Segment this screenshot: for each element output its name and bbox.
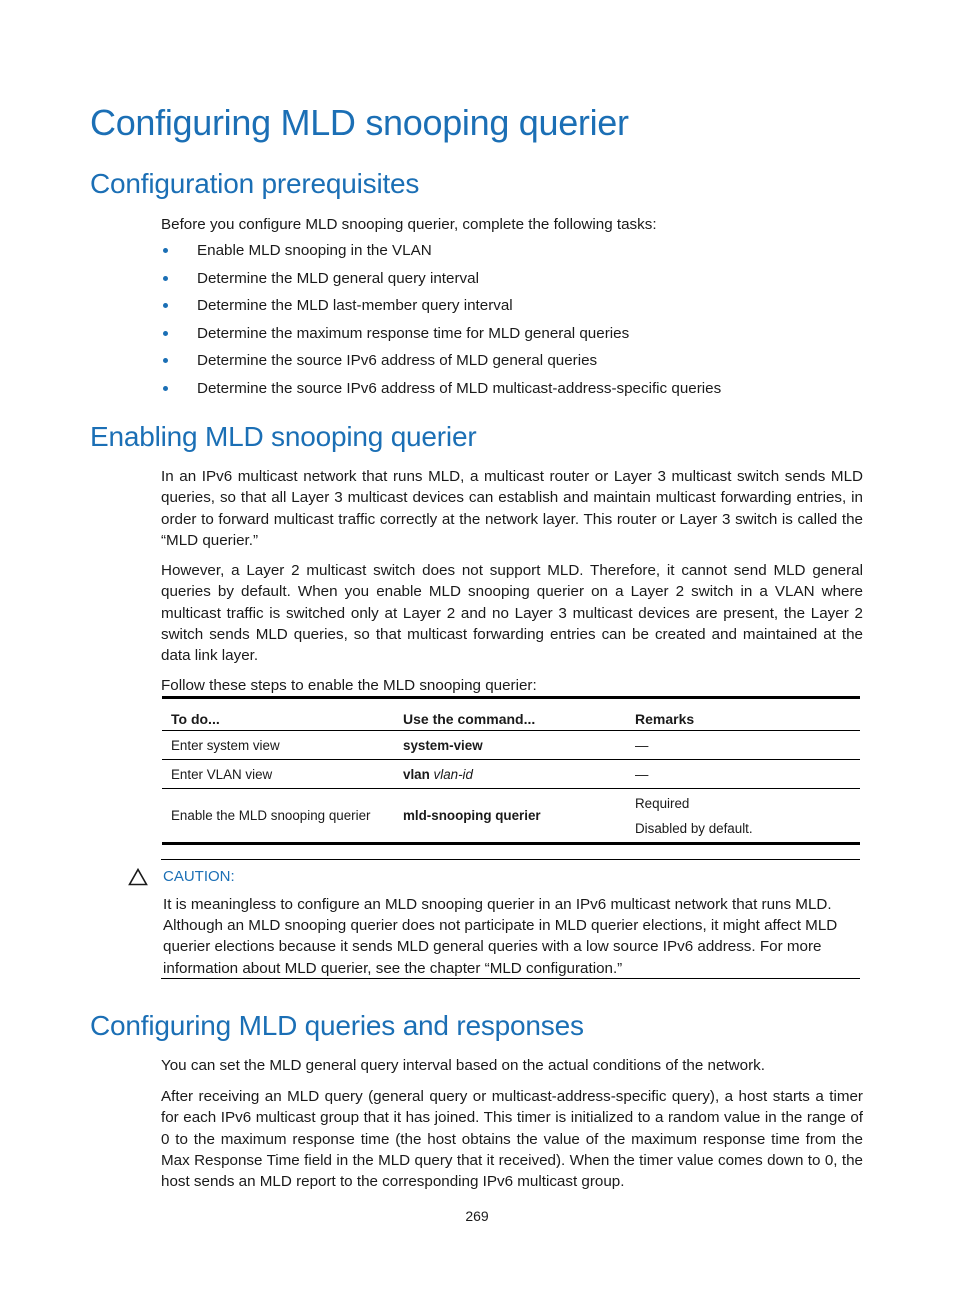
list-item — [161, 268, 721, 296]
list-item — [161, 350, 721, 378]
command-keyword: mld-snooping querier — [403, 808, 541, 823]
enabling-paragraph-2: However, a Layer 2 multicast switch does not support MLD. Therefore, it cannot send MLD general queries by default. When you enable MLD snooping querier on a Layer 2 switch in a VLAN where multicast traffic is switched only at Layer 2 and no Layer 3 multicast devices are present, the Layer 2 switch sends MLD queries, so that multicast forwarding entries can be created and maintained at the data link layer. — [161, 562, 863, 665]
enabling-paragraph-1: In an IPv6 multicast network that runs MLD, a multicast router or Layer 3 multicast switch sends MLD queries, so that all Layer 3 multicast devices can establish and maintain multicast forwarding entries, in order to forward multicast traffic correctly at the network layer. This router or Layer 3 switch is called the “MLD querier.” — [161, 468, 863, 549]
list-item — [161, 378, 721, 406]
list-item-text: Determine the maximum response time for MLD general queries — [197, 324, 630, 342]
column-header-command: Use the command... — [394, 698, 626, 731]
cell-command — [394, 760, 626, 789]
cell-command — [394, 789, 626, 844]
section-heading-prerequisites: Configuration prerequisites — [90, 168, 420, 199]
cell-remarks: — — [626, 731, 860, 760]
remark-line: Disabled by default. — [635, 820, 753, 836]
list-item — [161, 323, 721, 351]
list-item-text: Determine the MLD general query interval — [197, 269, 479, 287]
page-number: 269 — [465, 1208, 489, 1224]
cell-remarks: — — [626, 760, 860, 789]
bullet-icon — [163, 248, 168, 253]
column-header-todo: To do... — [162, 698, 394, 731]
table-header-row — [162, 698, 860, 731]
list-item — [161, 295, 721, 323]
warning-triangle-icon — [128, 868, 148, 886]
caution-text: It is meaningless to configure an MLD snooping querier in an IPv6 multicast network that runs MLD. Although an MLD snooping querier does not participate in MLD querier elections, it might affect MLD querier elections because it sends MLD general queries with a low source IPv6 address. For more information about MLD querier, see the chapter “MLD configuration.” — [163, 896, 838, 977]
bullet-icon — [163, 386, 168, 391]
cell-todo: Enter system view — [162, 731, 394, 760]
command-keyword: vlan — [403, 766, 430, 782]
bullet-icon — [163, 331, 168, 336]
prerequisites-intro: Before you configure MLD snooping querier, complete the following tasks: — [161, 216, 657, 233]
prerequisites-list — [161, 240, 721, 405]
bullet-icon — [163, 358, 168, 363]
list-item-text: Determine the source IPv6 address of MLD general queries — [197, 352, 598, 369]
section-heading-enabling: Enabling MLD snooping querier — [90, 421, 477, 452]
list-item-text: Determine the source IPv6 address of MLD multicast-address-specific queries — [197, 379, 722, 397]
cell-remarks — [626, 789, 860, 844]
table-row — [162, 760, 860, 789]
list-item-text: Enable MLD snooping in the VLAN — [197, 242, 432, 259]
list-item-text: Determine the MLD last-member query interval — [197, 297, 513, 314]
section-heading-queries: Configuring MLD queries and responses — [90, 1010, 584, 1041]
bullet-icon — [163, 303, 168, 308]
queries-paragraph-2: After receiving an MLD query (general query or multicast-address-specific query), a host starts a timer for each IPv6 multicast group that it has joined. This timer is initialized to a random value in the range of 0 to the maximum response time (the host obtains the value of the maximum response time from the Max Response Time field in the MLD query that it received). When the timer value comes down to 0, the host sends an MLD report to the corresponding IPv6 multicast group. — [161, 1088, 863, 1191]
table-row — [162, 731, 860, 760]
page-title: Configuring MLD snooping querier — [90, 102, 629, 143]
command-table — [162, 696, 860, 845]
cell-command — [394, 731, 626, 760]
caution-note — [161, 859, 860, 979]
cell-todo: Enable the MLD snooping querier — [162, 789, 394, 844]
remark-line: Required — [635, 795, 690, 811]
bullet-icon — [163, 276, 168, 281]
list-item — [161, 240, 721, 268]
table-row — [162, 789, 860, 844]
steps-intro: Follow these steps to enable the MLD snooping querier: — [161, 677, 537, 694]
caution-label: CAUTION: — [163, 868, 235, 885]
command-argument: vlan-id — [433, 766, 473, 782]
command-keyword: system-view — [403, 737, 483, 753]
column-header-remarks: Remarks — [626, 698, 860, 731]
cell-todo: Enter VLAN view — [162, 760, 394, 789]
queries-paragraph-1: You can set the MLD general query interval based on the actual conditions of the network. — [161, 1057, 765, 1074]
